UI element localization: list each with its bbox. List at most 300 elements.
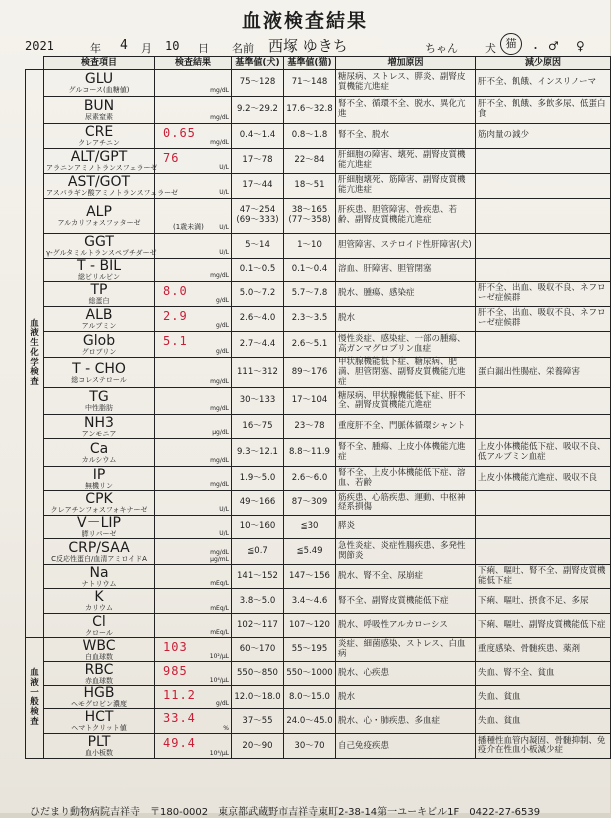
- increase-causes: 肝細胞の障害、壊死、副腎皮質機能亢進症: [336, 149, 476, 174]
- test-name-jp: アンモニア: [81, 429, 117, 438]
- page-title: 血液検査結果: [241, 10, 368, 32]
- table-row: [26, 614, 611, 638]
- decrease-causes: [476, 149, 611, 174]
- test-code: TP: [90, 282, 108, 299]
- table-row: [26, 439, 611, 467]
- test-item: [44, 439, 155, 467]
- results-table: [25, 56, 611, 759]
- result-unit: mg/dL: [210, 457, 229, 465]
- month-label: 月: [141, 42, 152, 55]
- test-name-jp: ナトリウム: [81, 579, 117, 588]
- increase-causes: 膵炎: [336, 516, 476, 539]
- year-label: 年: [90, 42, 101, 55]
- test-name-jp: ヘモグロビン濃度: [71, 700, 127, 709]
- decrease-causes: 重度感染、骨髄疾患、薬剤: [476, 638, 611, 662]
- result-unit: 10⁴/μL: [209, 676, 229, 684]
- result-value: 49.4: [163, 736, 196, 751]
- table-row: [26, 358, 611, 388]
- decrease-causes: 下痢、嘔吐、摂食不足、多尿: [476, 589, 611, 614]
- test-code: GLU: [84, 70, 114, 87]
- result-value: 5.1: [163, 334, 188, 349]
- test-code: Cl: [92, 613, 106, 630]
- result-unit: mg/dL: [210, 481, 229, 489]
- increase-causes: 炎症、細菌感染、ストレス、白血病: [336, 638, 476, 662]
- test-code: CPK: [85, 491, 113, 508]
- ref-cat: 24.0～45.0: [284, 709, 336, 734]
- test-item: [44, 614, 155, 638]
- sex-separator: ・: [530, 42, 541, 55]
- result-value: 0.65: [163, 126, 196, 140]
- test-item: [44, 124, 155, 149]
- result-value: 33.4: [163, 711, 196, 726]
- ref-dog: 102～117: [232, 614, 284, 638]
- date-month: 4: [120, 38, 128, 53]
- increase-causes: 腎不全、上皮小体機能低下症、溶血、若齢: [336, 467, 476, 491]
- test-code: AST/GOT: [67, 173, 131, 190]
- ref-dog: 111～312: [232, 358, 284, 388]
- test-name-jp: ヘマトクリット値: [71, 724, 127, 733]
- increase-causes: 自己免疫疾患: [336, 734, 476, 759]
- test-result: [155, 307, 232, 332]
- col-ref-cat: 基準値(猫): [284, 57, 336, 70]
- decrease-causes: [476, 539, 611, 565]
- result-unit: mg/dL: [210, 272, 229, 280]
- ref-cat: 17.6～32.8: [284, 97, 336, 124]
- test-code: ALP: [86, 203, 112, 220]
- test-name-jp: アラニンアミノトランスフェラーゼ: [46, 163, 158, 172]
- results-body: [26, 70, 611, 759]
- table-row: [26, 307, 611, 332]
- test-result: [155, 174, 232, 199]
- col-increase: 増加原因: [336, 57, 476, 70]
- result-unit: mg/dL: [210, 114, 229, 122]
- table-row: [26, 467, 611, 491]
- test-name-jp: 中性脂肪: [85, 404, 113, 413]
- test-code: BUN: [83, 97, 115, 114]
- test-name-jp: 無機リン: [85, 481, 113, 490]
- test-item: [44, 467, 155, 491]
- test-item: [44, 332, 155, 358]
- ref-dog: 17～78: [232, 149, 284, 174]
- test-result: [155, 686, 232, 709]
- test-code: ALT/GPT: [70, 148, 128, 165]
- result-unit: %: [223, 724, 229, 732]
- ref-cat: 30～70: [284, 734, 336, 759]
- ref-cat: 0.8～1.8: [284, 124, 336, 149]
- test-name-jp: グロブリン: [81, 347, 117, 356]
- test-name-jp: カリウム: [85, 604, 113, 613]
- test-item: [44, 358, 155, 388]
- ref-cat: 87～309: [284, 491, 336, 516]
- ref-dog: 5～14: [232, 234, 284, 259]
- honorific: ちゃん: [425, 42, 458, 55]
- ref-dog: ≦0.7: [232, 539, 284, 565]
- test-result: [155, 282, 232, 307]
- increase-causes: 脱水: [336, 307, 476, 332]
- decrease-causes: 失血、貧血: [476, 686, 611, 709]
- test-code: RBC: [84, 661, 114, 678]
- test-item: [44, 388, 155, 415]
- decrease-causes: 上皮小体機能低下症、吸収不良、低アルブミン血症: [476, 439, 611, 467]
- result-unit: U/L: [219, 224, 229, 232]
- ref-dog: 5.0～7.2: [232, 282, 284, 307]
- result-unit: U/L: [219, 164, 229, 172]
- result-value: 11.2: [163, 688, 196, 703]
- table-row: [26, 734, 611, 759]
- species-dog: 犬: [485, 42, 496, 55]
- result-unit: mg/dL: [210, 378, 229, 386]
- result-unit: U/L: [219, 189, 229, 197]
- clinic-footer: ひだまり動物病院吉祥寺 〒180-0002 東京都武蔵野市吉祥寺東町2-38-14第一ユーキビル1F 0422-27-6539: [30, 807, 541, 818]
- table-row: [26, 97, 611, 124]
- result-unit: g/dL: [216, 348, 229, 356]
- test-name-jp: カルシウム: [81, 455, 117, 464]
- test-name-jp: 白血球数: [85, 652, 113, 661]
- ref-cat: 89～176: [284, 358, 336, 388]
- increase-causes: 急性炎症、炎症性腸疾患、多発性関節炎: [336, 539, 476, 565]
- col-item: 検査項目: [44, 57, 155, 70]
- table-row: [26, 259, 611, 282]
- ref-dog: 0.1～0.5: [232, 259, 284, 282]
- ref-cat: 1～10: [284, 234, 336, 259]
- test-result: [155, 439, 232, 467]
- test-code: T - BIL: [76, 258, 122, 274]
- decrease-causes: 筋肉量の減少: [476, 124, 611, 149]
- test-name-jp: アルカリフォスファターゼ: [57, 218, 141, 227]
- increase-causes: 肝細胞壊死、筋障害、副腎皮質機能亢進症: [336, 174, 476, 199]
- decrease-causes: 播種性血管内凝固、骨髄抑制、免疫介在性血小板減少症: [476, 734, 611, 759]
- ref-dog: 2.7～4.4: [232, 332, 284, 358]
- ref-cat: 2.3～3.5: [284, 307, 336, 332]
- increase-causes: 慢性炎症、感染症、一部の腫瘍、高ガンマグロブリン血症: [336, 332, 476, 358]
- ref-dog: 1.9～5.0: [232, 467, 284, 491]
- decrease-causes: 下痢、嘔吐、副腎皮質機能低下症: [476, 614, 611, 638]
- table-row: [26, 282, 611, 307]
- decrease-causes: [476, 388, 611, 415]
- test-result: [155, 491, 232, 516]
- day-label: 日: [198, 42, 209, 55]
- test-result: [155, 415, 232, 439]
- ref-cat: ≦30: [284, 516, 336, 539]
- test-name-jp: 総ビリルビン: [78, 273, 120, 281]
- decrease-causes: 肝不全、出血、吸収不良、ネフローゼ症候群: [476, 307, 611, 332]
- result-unit: g/dL: [216, 322, 229, 330]
- name-label: 名前: [232, 42, 254, 55]
- ref-cat: 0.1～0.4: [284, 259, 336, 282]
- result-unit: g/dL: [216, 699, 229, 707]
- increase-causes: 胆管障害、ステロイド性肝障害(犬): [336, 234, 476, 259]
- result-value: 76: [163, 151, 180, 165]
- result-unit: 10⁴/μL: [209, 749, 229, 757]
- result-unit: mg/dL μg/mL: [210, 548, 229, 563]
- table-row: [26, 124, 611, 149]
- test-item: [44, 589, 155, 614]
- test-result: [155, 539, 232, 565]
- patient-name: 西塚 ゆきち: [268, 37, 348, 55]
- ref-cat: 107～120: [284, 614, 336, 638]
- test-code: Na: [89, 564, 109, 581]
- table-row: [26, 565, 611, 589]
- ref-cat: 3.4～4.6: [284, 589, 336, 614]
- increase-causes: 脱水: [336, 686, 476, 709]
- category-cbc: [26, 638, 44, 759]
- ref-cat: 5.7～7.8: [284, 282, 336, 307]
- increase-causes: 腎不全、腫瘍、上皮小体機能亢進症: [336, 439, 476, 467]
- result-value: 8.0: [163, 284, 188, 299]
- test-result: [155, 124, 232, 149]
- result-value: 2.9: [163, 309, 188, 324]
- test-result: [155, 638, 232, 662]
- test-result: [155, 149, 232, 174]
- ref-dog: 9.3～12.1: [232, 439, 284, 467]
- result-unit: U/L: [219, 506, 229, 514]
- test-name-jp: アルブミン: [81, 322, 117, 331]
- test-name-jp: グルコース(血糖値): [68, 85, 130, 94]
- table-row: [26, 174, 611, 199]
- table-row: [26, 491, 611, 516]
- ref-dog: 16～75: [232, 415, 284, 439]
- ref-dog: 75～128: [232, 70, 284, 97]
- test-item: [44, 70, 155, 97]
- species-cat-circled: 猫: [500, 33, 522, 55]
- test-name-jp: 赤血球数: [85, 676, 113, 685]
- table-row: [26, 149, 611, 174]
- test-code: T - CHO: [72, 360, 126, 377]
- result-unit: 10²/μL: [209, 652, 229, 660]
- test-code: PLT: [87, 734, 111, 751]
- test-item: [44, 415, 155, 439]
- sex-male: ♂: [548, 39, 559, 53]
- decrease-causes: [476, 332, 611, 358]
- test-item: [44, 259, 155, 282]
- increase-causes: 腎不全、副腎皮質機能低下症: [336, 589, 476, 614]
- ref-dog: 47～254 (69～333): [232, 199, 284, 234]
- date-year: 2021: [25, 39, 54, 53]
- ref-dog: 3.8～5.0: [232, 589, 284, 614]
- test-item: [44, 539, 155, 565]
- test-result: [155, 259, 232, 282]
- ref-dog: 0.4～1.4: [232, 124, 284, 149]
- ref-dog: 2.6～4.0: [232, 307, 284, 332]
- decrease-causes: [476, 259, 611, 282]
- test-item: [44, 686, 155, 709]
- ref-dog: 30～133: [232, 388, 284, 415]
- test-result: [155, 516, 232, 539]
- test-code: TG: [89, 389, 109, 406]
- sex-female: ♀: [576, 39, 585, 53]
- table-row: [26, 589, 611, 614]
- test-code: Glob: [82, 332, 116, 349]
- test-name-jp: 総蛋白: [88, 297, 110, 306]
- test-item: [44, 565, 155, 589]
- test-code: Ca: [89, 440, 109, 457]
- ref-cat: 22～84: [284, 149, 336, 174]
- test-name-jp: 総コレステロール: [71, 375, 127, 384]
- test-item: [44, 234, 155, 259]
- table-row: [26, 539, 611, 565]
- test-item: [44, 734, 155, 759]
- decrease-causes: 肝不全、飢餓、インスリノーマ: [476, 70, 611, 97]
- col-ref-dog: 基準値(犬): [232, 57, 284, 70]
- ref-cat: 147～156: [284, 565, 336, 589]
- test-name-jp: アスパラギン酸アミノトランスフェラーゼ: [46, 188, 178, 197]
- test-result: [155, 358, 232, 388]
- result-unit: mEq/L: [210, 604, 229, 612]
- test-result: [155, 199, 232, 234]
- ref-dog: 9.2～29.2: [232, 97, 284, 124]
- result-unit: U/L: [219, 249, 229, 257]
- test-code: IP: [92, 466, 106, 483]
- decrease-causes: 肝不全、出血、吸収不良、ネフローゼ症候群: [476, 282, 611, 307]
- increase-causes: 腎不全、脱水: [336, 124, 476, 149]
- test-result: [155, 589, 232, 614]
- test-code: WBC: [82, 637, 116, 654]
- test-result: [155, 734, 232, 759]
- decrease-causes: 失血、貧血: [476, 709, 611, 734]
- test-result: [155, 234, 232, 259]
- decrease-causes: [476, 491, 611, 516]
- table-row: [26, 638, 611, 662]
- test-result: [155, 662, 232, 686]
- decrease-causes: 肝不全、飢餓、多飲多尿、低蛋白食: [476, 97, 611, 124]
- test-result: [155, 70, 232, 97]
- test-item: [44, 638, 155, 662]
- decrease-causes: [476, 415, 611, 439]
- test-code: ALB: [85, 307, 113, 324]
- increase-causes: 脱水、心・肺疾患、多血症: [336, 709, 476, 734]
- test-name-jp: γ-グルタミルトランスペプチダーゼ: [46, 248, 157, 257]
- increase-causes: 肝疾患、胆管障害、骨疾患、若齢、副腎皮質機能亢進症: [336, 199, 476, 234]
- ref-cat: 23～78: [284, 415, 336, 439]
- test-result: [155, 388, 232, 415]
- col-decrease: 減少原因: [476, 57, 611, 70]
- decrease-causes: [476, 516, 611, 539]
- decrease-causes: [476, 234, 611, 259]
- increase-causes: 脱水、腫瘍、感染症: [336, 282, 476, 307]
- result-unit: mg/dL: [210, 87, 229, 95]
- test-name-jp: C反応性蛋白/血清アミロイドA: [51, 554, 147, 563]
- decrease-causes: 上皮小体機能亢進症、吸収不良: [476, 467, 611, 491]
- increase-causes: 重度肝不全、門脈体循環シャント: [336, 415, 476, 439]
- test-item: [44, 97, 155, 124]
- test-item: [44, 516, 155, 539]
- table-row: [26, 415, 611, 439]
- table-row: [26, 662, 611, 686]
- test-code: CRE: [84, 123, 114, 140]
- ref-dog: 60～170: [232, 638, 284, 662]
- test-name-jp: クレアチンフォスフォキナーゼ: [50, 506, 148, 515]
- ref-cat: 2.6～5.1: [284, 332, 336, 358]
- test-code: CRP/SAA: [68, 539, 130, 556]
- test-item: [44, 491, 155, 516]
- ref-cat: 55～195: [284, 638, 336, 662]
- increase-causes: 溶血、肝障害、胆管閉塞: [336, 259, 476, 282]
- ref-dog: 141～152: [232, 565, 284, 589]
- table-row: [26, 516, 611, 539]
- table-row: [26, 234, 611, 259]
- test-item: [44, 709, 155, 734]
- result-value: 985: [163, 664, 188, 679]
- test-code: GGT: [84, 233, 114, 250]
- increase-causes: 脱水、心疾患: [336, 662, 476, 686]
- ref-dog: 49～166: [232, 491, 284, 516]
- date-day: 10: [165, 39, 180, 53]
- increase-causes: 甲状腺機能低下症、糖尿病、肥満、胆管閉塞、副腎皮質機能亢進症: [336, 358, 476, 388]
- result-value: 103: [163, 640, 188, 655]
- table-row: [26, 70, 611, 97]
- test-item: [44, 173, 178, 199]
- ref-dog: 550～850: [232, 662, 284, 686]
- test-item: [44, 148, 158, 174]
- table-row: [26, 388, 611, 415]
- test-code: HCT: [84, 709, 114, 726]
- test-code: V－LIP: [77, 515, 121, 532]
- test-item: [44, 282, 155, 307]
- result-unit: mg/dL: [210, 139, 229, 147]
- result-unit: g/dL: [216, 297, 229, 305]
- test-name-jp: クレアチニン: [78, 138, 120, 147]
- result-unit: mg/dL: [210, 405, 229, 413]
- header-corner: [26, 57, 44, 70]
- ref-cat: 18～51: [284, 174, 336, 199]
- test-result: [155, 565, 232, 589]
- increase-causes: 糖尿病、甲状腺機能低下症、肝不全、副腎皮質機能亢進症: [336, 388, 476, 415]
- test-code: HGB: [83, 685, 115, 702]
- test-name-jp: 膵リパーゼ: [81, 530, 117, 539]
- test-result: [155, 709, 232, 734]
- increase-causes: 脱水、腎不全、尿崩症: [336, 565, 476, 589]
- ref-cat: 550～1000: [284, 662, 336, 686]
- increase-causes: 糖尿病、ストレス、膵炎、副腎皮質機能亢進症: [336, 70, 476, 97]
- ref-cat: 71～148: [284, 70, 336, 97]
- test-result: [155, 467, 232, 491]
- result-unit: mEq/L: [210, 628, 229, 636]
- ref-cat: 2.6～6.0: [284, 467, 336, 491]
- test-code: NH3: [84, 414, 114, 431]
- table-header-row: [26, 57, 611, 70]
- test-result: [155, 97, 232, 124]
- table-row: [26, 199, 611, 234]
- decrease-causes: 蛋白漏出性腸症、栄養障害: [476, 358, 611, 388]
- test-item: [44, 199, 155, 234]
- category-cbc-label: 血液一般検査: [30, 668, 39, 727]
- increase-causes: 筋疾患、心筋疾患、運動、中枢神経系損傷: [336, 491, 476, 516]
- ref-cat: 8.8～11.9: [284, 439, 336, 467]
- test-result: [155, 614, 232, 638]
- category-biochem-label: 血液生化学検査: [30, 318, 39, 388]
- ref-dog: 17～44: [232, 174, 284, 199]
- ref-dog: 37～55: [232, 709, 284, 734]
- increase-causes: 腎不全、循環不全、脱水、異化亢進: [336, 97, 476, 124]
- col-result: 検査結果: [155, 57, 232, 70]
- decrease-causes: [476, 174, 611, 199]
- ref-cat: ≦5.49: [284, 539, 336, 565]
- test-item: [44, 662, 155, 686]
- category-biochem: [26, 70, 44, 638]
- test-name-jp: 血小板数: [85, 749, 113, 758]
- decrease-causes: 失血、腎不全、貧血: [476, 662, 611, 686]
- table-row: [26, 709, 611, 734]
- decrease-causes: 下痢、嘔吐、腎不全、副腎皮質機能低下症: [476, 565, 611, 589]
- test-name-jp: クロール: [85, 628, 113, 637]
- ref-cat: 17～104: [284, 388, 336, 415]
- increase-causes: 脱水、呼吸性アルカローシス: [336, 614, 476, 638]
- ref-cat: 38～165 (77～358): [284, 199, 336, 234]
- table-row: [26, 686, 611, 709]
- decrease-causes: [476, 199, 611, 234]
- result-unit: U/L: [219, 529, 229, 537]
- ref-dog: 12.0～18.0: [232, 686, 284, 709]
